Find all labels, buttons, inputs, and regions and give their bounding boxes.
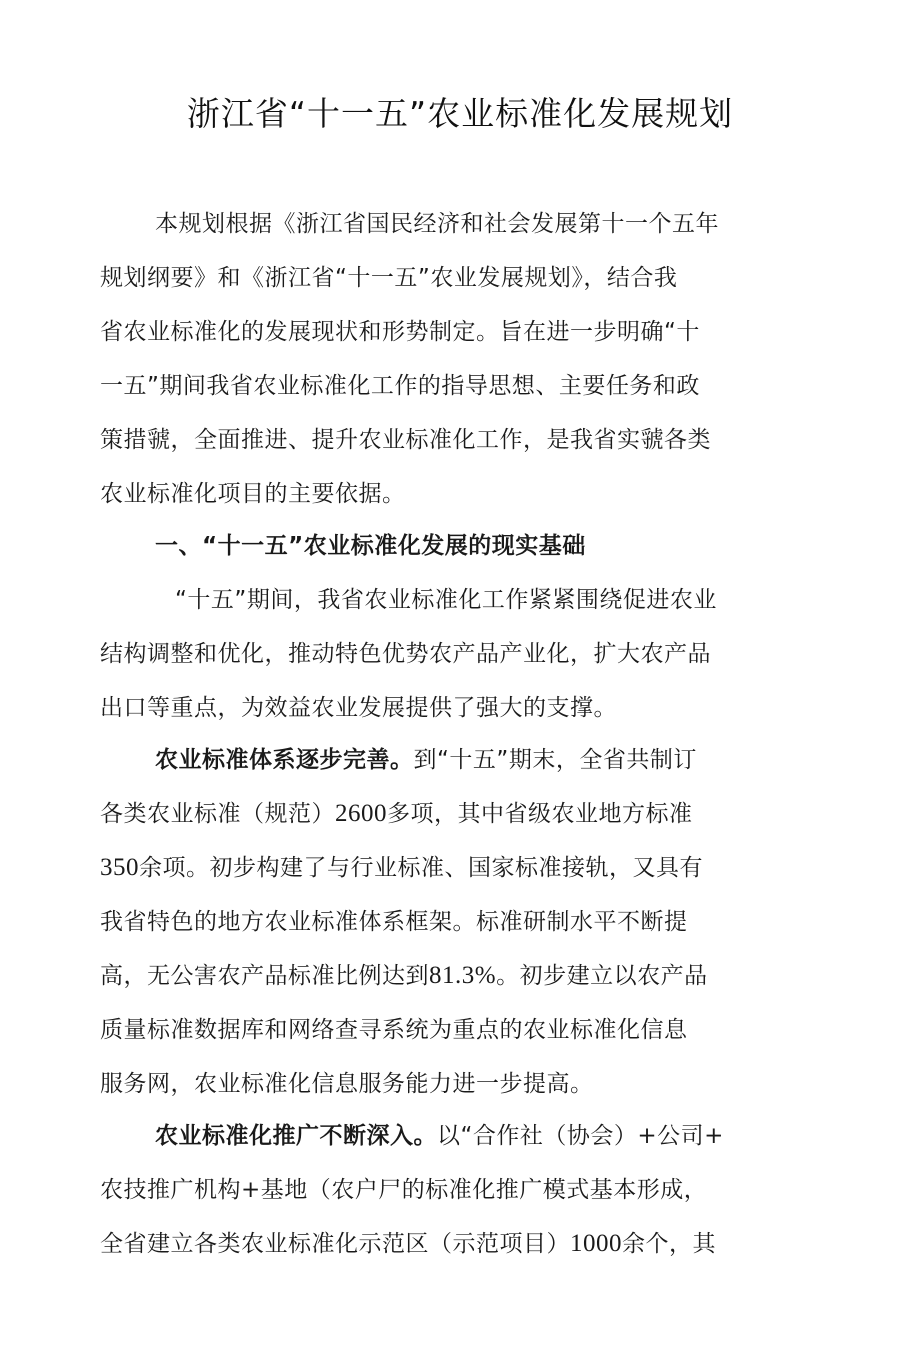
number-text: 1000 <box>570 1230 622 1257</box>
body-text: 高，无公害农产品标准比例达到 <box>100 963 429 989</box>
body-line: 一五”期间我省农业标准化工作的指导思想、主要任务和政 <box>100 373 700 399</box>
body-line: 出口等重点，为效益农业发展提供了强大的支撑。 <box>100 695 617 721</box>
body-text: 。初步建立以农产品 <box>496 963 708 989</box>
body-text: 到“十五”期末，全省共制订 <box>413 747 697 773</box>
paragraph-line <box>155 745 697 775</box>
paragraph-line <box>100 853 703 883</box>
body-text: 余个，其 <box>622 1231 716 1257</box>
body-line: 农技推广机构+基地（农户尸的标准化推广模式基本形成， <box>100 1177 708 1203</box>
paragraph-line <box>100 961 708 991</box>
body-line: 服务网，农业标准化信息服务能力进一步提高。 <box>100 1071 594 1097</box>
body-text: 各类农业标准（规范） <box>100 801 335 827</box>
paragraph-line <box>155 1121 724 1151</box>
paragraph-lead: 农业标准体系逐步完善。 <box>155 747 414 773</box>
body-line: 质量标准数据库和网络查寻系统为重点的农业标准化信息 <box>100 1017 688 1043</box>
body-line: 规划纲要》和《浙江省“十一五”农业发展规划》，结合我 <box>100 265 678 291</box>
body-line: 策措虢，全面推进、提升农业标准化工作，是我省实虢各类 <box>100 427 711 453</box>
body-line: 本规划根据《浙江省国民经济和社会发展第十一个五年 <box>155 211 719 237</box>
paragraph-line <box>100 1229 716 1259</box>
body-line: 结构调整和优化，推动特色优势农产品产业化，扩大农产品 <box>100 641 711 667</box>
body-line: “十五”期间，我省农业标准化工作紧紧围绕促进农业 <box>175 587 717 613</box>
body-line: 省农业标准化的发展现状和形势制定。旨在进一步明确“十 <box>100 319 700 345</box>
body-line: 农业标准化项目的主要依据。 <box>100 481 406 507</box>
body-text: 余项。初步构建了与行业标准、国家标准接轨，又具有 <box>139 855 703 881</box>
number-text: 81.3% <box>429 962 497 989</box>
number-text: 2600 <box>335 800 387 827</box>
number-text: 350 <box>100 854 139 881</box>
section-heading: 一、“十一五”农业标准化发展的现实基础 <box>155 533 586 559</box>
body-line: 我省特色的地方农业标准体系框架。标准研制水平不断提 <box>100 909 688 935</box>
document-title: 浙江省“十一五”农业标准化发展规划 <box>186 94 734 133</box>
body-text: 多项，其中省级农业地方标准 <box>387 801 693 827</box>
body-text: 全省建立各类农业标准化示范区（示范项目） <box>100 1231 570 1257</box>
paragraph-lead: 农业标准化推广不断深入。 <box>155 1123 437 1149</box>
body-text: 以“合作社（协会）+公司+ <box>437 1123 724 1149</box>
paragraph-line <box>100 799 693 829</box>
